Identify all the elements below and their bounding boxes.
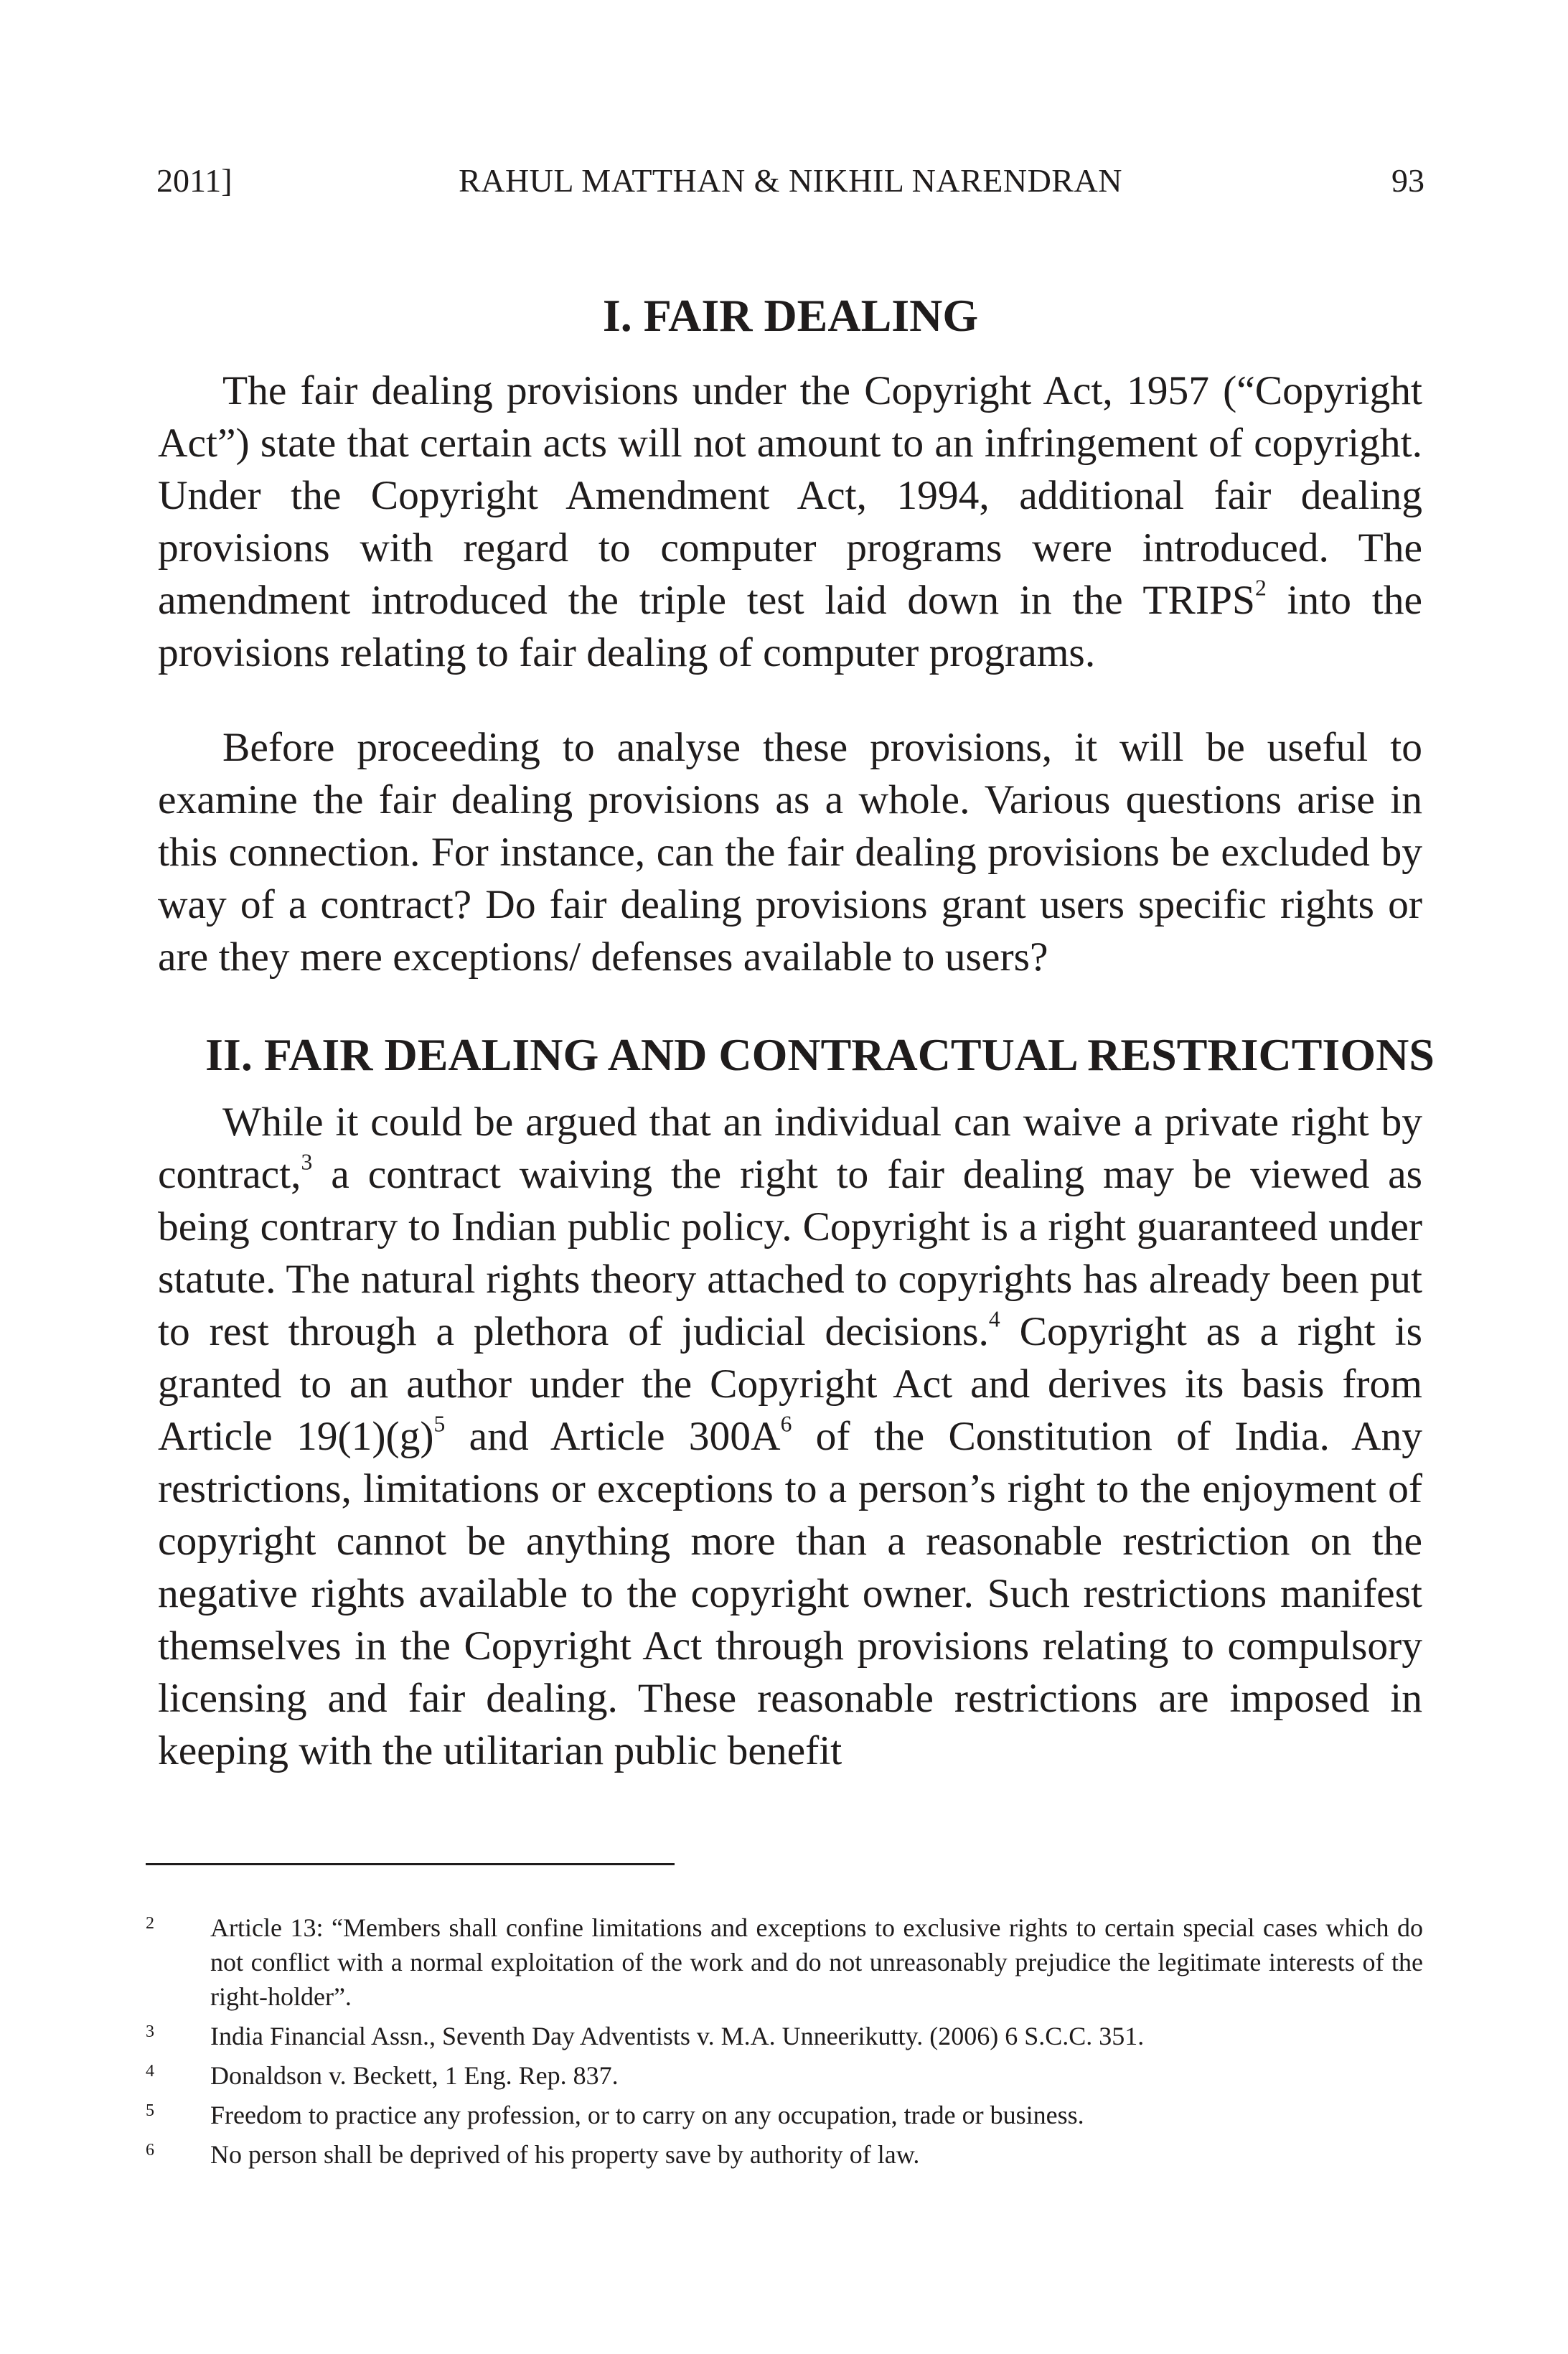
footnote-number: 4: [146, 2062, 154, 2081]
footnote-text: Freedom to practice any profession, or to carry on any occupation, trade or business.: [210, 2101, 1084, 2129]
paragraph-text: Copyright as a right is granted to an author under the Copyright Act and derives its basis from Article 19(1)(g): [158, 1309, 1422, 1459]
paragraph-text: a contract waiving the right to fair dealing may be viewed as being contrary to Indian public policy. Copyright is a right guaranteed under statute. The natural rights theory attached to copyrights has already been put to rest through a plethora of judicial decisions.: [158, 1152, 1422, 1354]
footnote: [146, 2098, 1423, 2132]
body-paragraph: [158, 1096, 1422, 1777]
footnote-number: 2: [146, 1914, 154, 1933]
footnote: [146, 2019, 1423, 2053]
footnote-reference[interactable]: 4: [988, 1306, 1000, 1332]
footnote-number: 3: [146, 2022, 154, 2041]
paragraph-text: into the provisions relating to fair dealing of computer programs.: [158, 578, 1422, 675]
footnote-reference[interactable]: 3: [301, 1149, 313, 1175]
footnote-reference[interactable]: 2: [1254, 575, 1267, 601]
footnote-reference[interactable]: 5: [433, 1411, 446, 1437]
paragraph-text: The fair dealing provisions under the Copyright Act, 1957 (“Copyright Act”) state that certain acts will not amount to an infringement of copyright. Under the Copyright Amendment Act, 1994, additional fair dealing provisions with regard to computer programs were introduced. The amendment introduced the triple test laid down in the TRIPS: [158, 368, 1422, 623]
footnote-text: Article 13: “Members shall confine limitations and exceptions to exclusive rights to certain special cases which do not conflict with a normal exploitation of the work and do not unreasonably prejudice the legitimate interests of the right-holder”.: [210, 1913, 1423, 2011]
footnote-text: India Financial Assn., Seventh Day Adventists v. M.A. Unneerikutty. (2006) 6 S.C.C. 351.: [210, 2022, 1145, 2050]
paragraph-text: While it could be argued that an individual can waive a private right by contract,: [158, 1099, 1422, 1197]
body-paragraph: [158, 365, 1422, 679]
running-head: [156, 159, 1424, 202]
volume-year: 2011]: [156, 162, 233, 199]
footnote-text: Donaldson v. Beckett, 1 Eng. Rep. 837.: [210, 2061, 619, 2090]
section-heading-fair-dealing: I. FAIR DEALING: [602, 290, 979, 341]
section-heading-contractual-restrictions: II. FAIR DEALING AND CONTRACTUAL RESTRICTIONS: [205, 1029, 1435, 1080]
page-number: 93: [1391, 162, 1424, 199]
paragraph-text: Before proceeding to analyse these provisions, it will be useful to examine the fair dealing provisions as a whole. Various questions arise in this connection. For instance, can the fair dealing provisions be excluded by way of a contract? Do fair dealing provisions grant users specific rights or are they mere exceptions/ defenses available to users?: [158, 725, 1422, 980]
paragraph-text: and Article 300A: [445, 1414, 781, 1459]
running-head-authors: RAHUL MATTHAN & NIKHIL NARENDRAN: [459, 162, 1122, 199]
footnote-number: 5: [146, 2101, 154, 2120]
body-paragraph: [158, 721, 1422, 983]
footnote-reference[interactable]: 6: [780, 1411, 792, 1437]
footnote: [146, 2137, 1423, 2172]
footnotes: [146, 1910, 1423, 2177]
footnote: [146, 1910, 1423, 2014]
footnote-number: 6: [146, 2141, 154, 2160]
footnote-separator-rule: [146, 1863, 675, 1865]
paragraph-text: of the Constitution of India. Any restrictions, limitations or exceptions to a person’s right to the enjoyment of copyright cannot be anything more than a reasonable restriction on the negative rights available to the copyright owner. Such restrictions manifest themselves in the Copyright Act through provisions relating to compulsory licensing and fair dealing. These reasonable restrictions are imposed in keeping with the utilitarian public benefit: [158, 1414, 1423, 1773]
footnote: [146, 2058, 1423, 2093]
footnote-text: No person shall be deprived of his property save by authority of law.: [210, 2140, 920, 2169]
